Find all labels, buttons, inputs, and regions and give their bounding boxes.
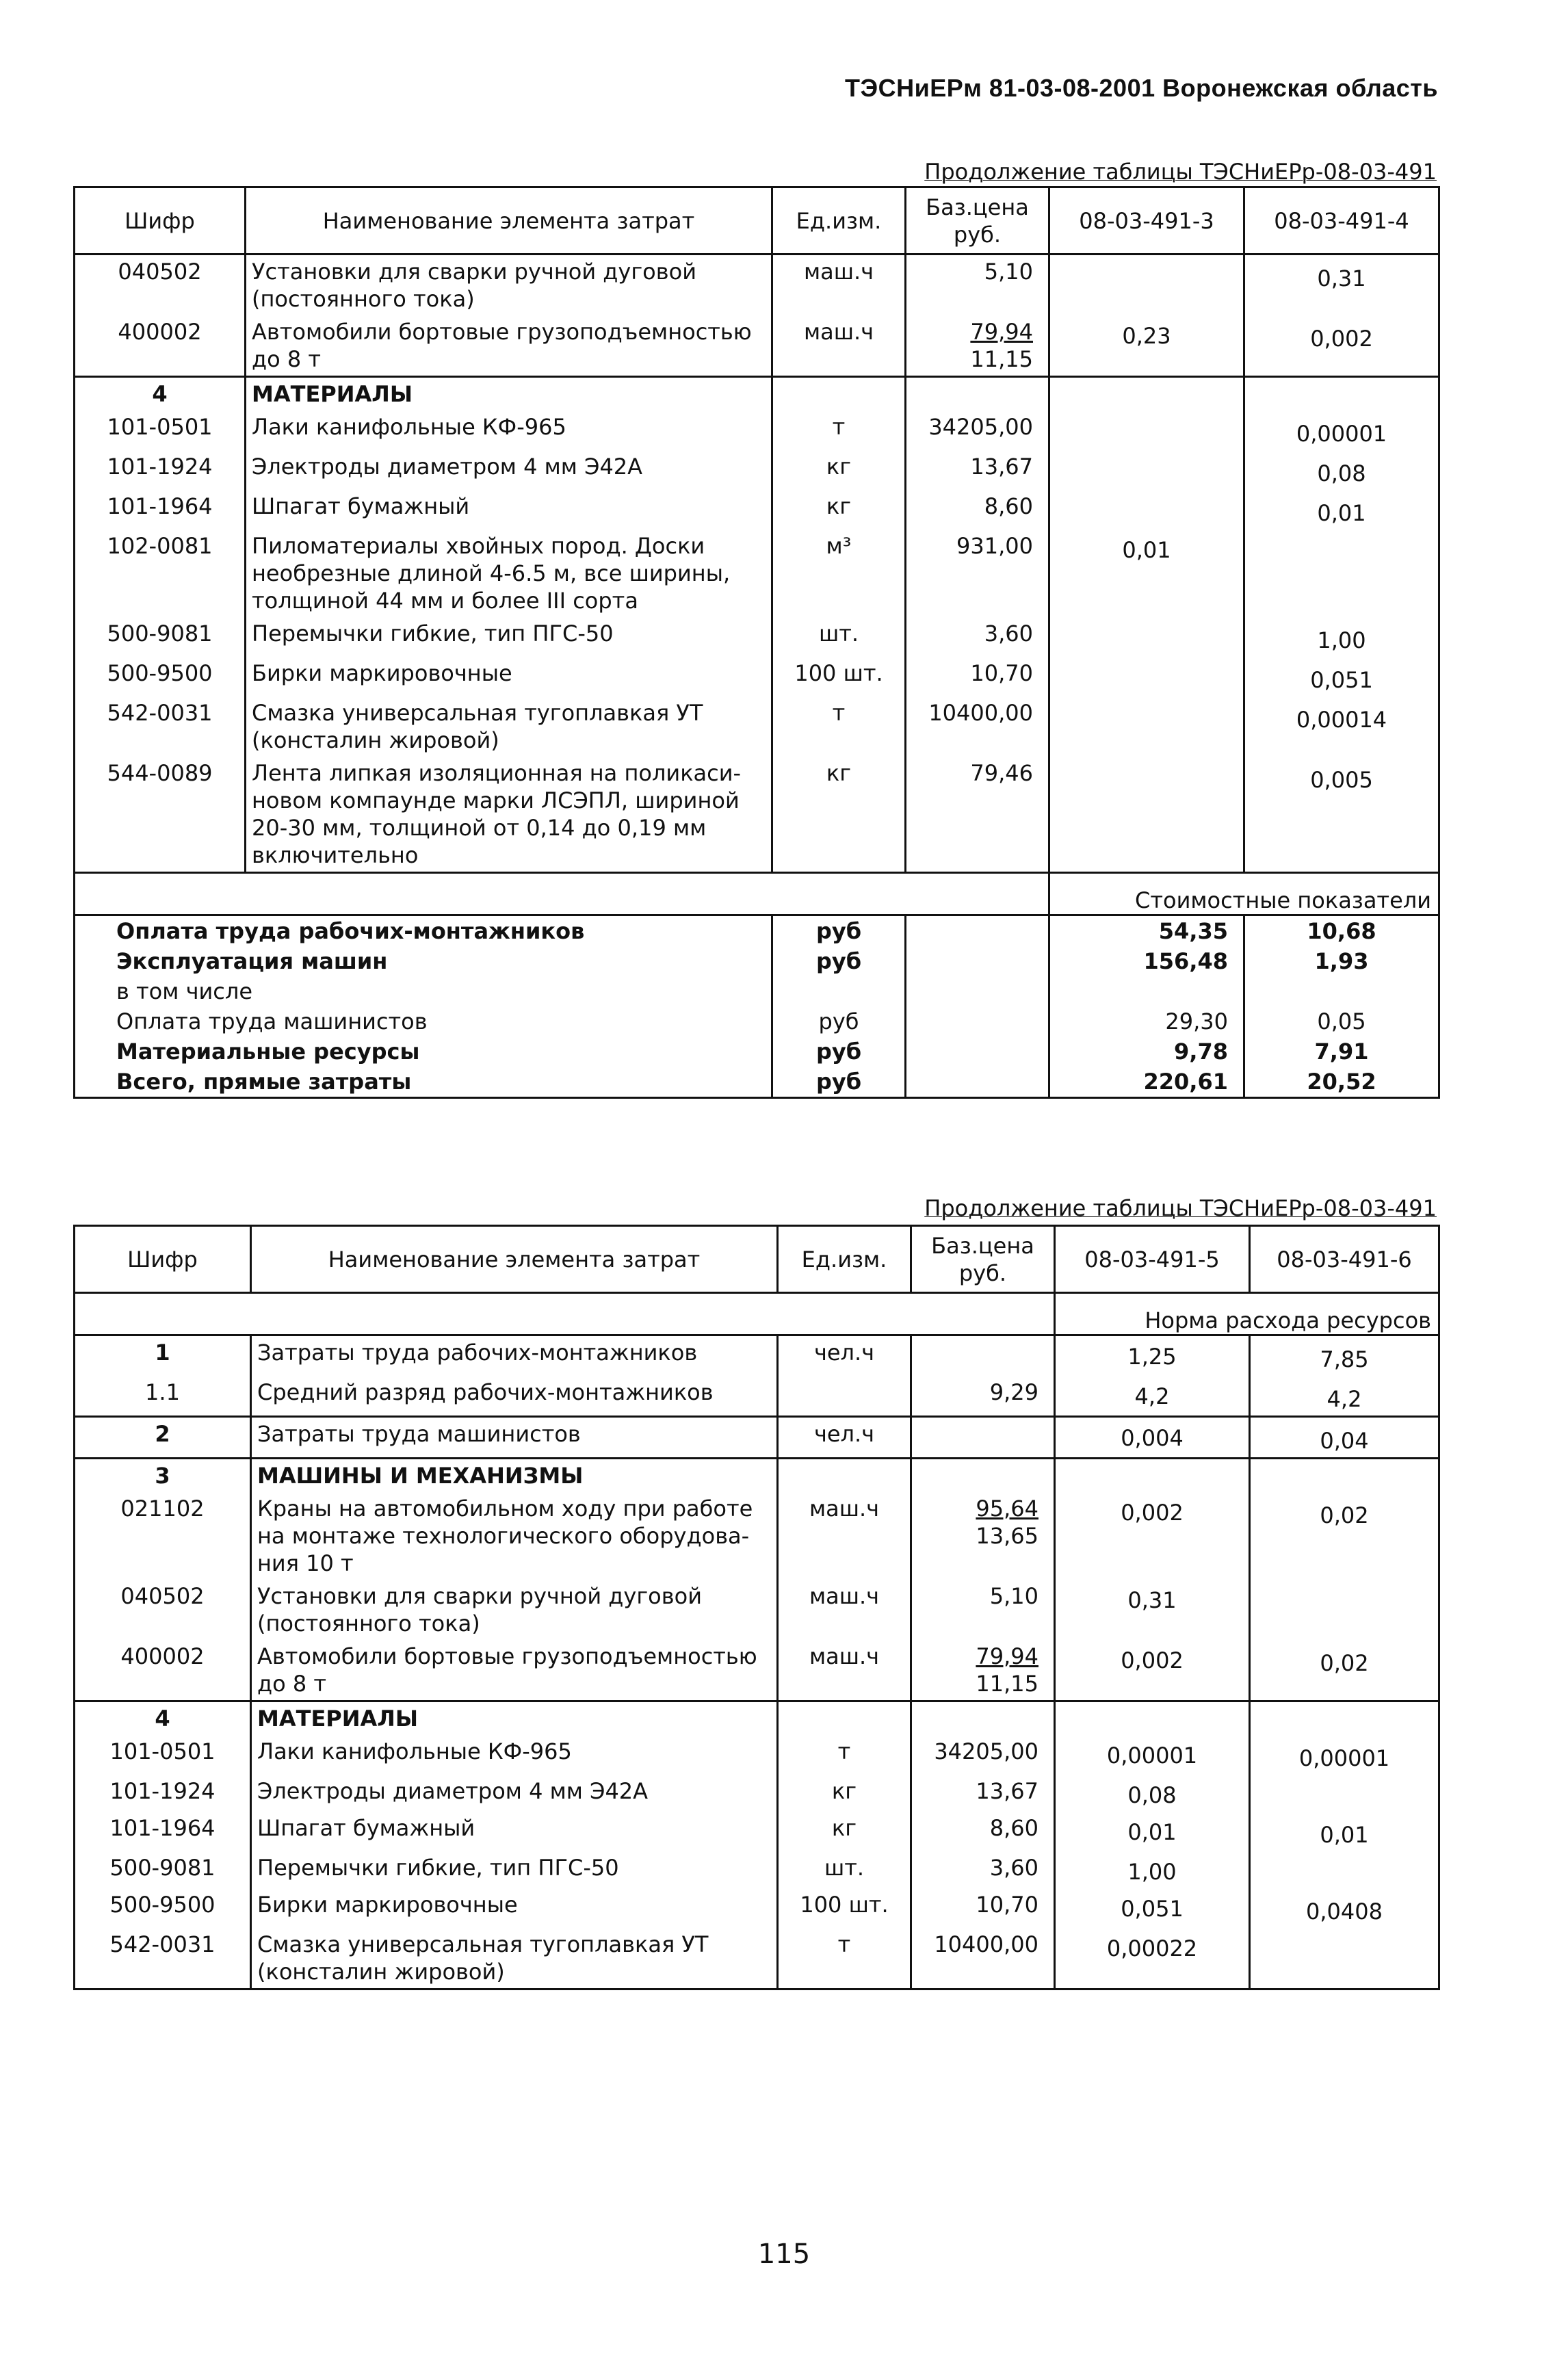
row-value-1 <box>1049 617 1244 657</box>
row-base-price: 10,70 <box>906 657 1049 696</box>
row-name: Бирки маркировочные <box>246 657 772 696</box>
row-value-1 <box>1049 696 1244 757</box>
row-unit: кг <box>772 450 906 490</box>
table1-caption: Продолжение таблицы ТЭСНиЕРр-08-03-491 <box>924 159 1437 185</box>
cost-unit: руб <box>772 1006 906 1036</box>
row-code: 500-9500 <box>75 1888 251 1928</box>
row-value-2: 0,31 <box>1244 255 1439 316</box>
row-value-1 <box>1049 377 1244 411</box>
table-row <box>75 1812 1439 1851</box>
row-code: 040502 <box>75 255 246 316</box>
cost-value-2: 20,52 <box>1244 1067 1439 1098</box>
row-value-1: 1,00 <box>1055 1851 1250 1888</box>
table2-caption: Продолжение таблицы ТЭСНиЕРр-08-03-491 <box>924 1195 1437 1221</box>
row-value-2: 0,01 <box>1244 490 1439 530</box>
row-base-price: 34205,00 <box>911 1735 1055 1775</box>
price-numerator: 95,64 <box>976 1496 1038 1522</box>
row-base-price <box>911 1459 1055 1493</box>
col-header-491-6: 08-03-491-6 <box>1250 1226 1439 1293</box>
row-code: 040502 <box>75 1580 251 1640</box>
row-unit <box>778 1459 911 1493</box>
cost-label: Эксплуатация машин <box>75 946 772 976</box>
cost-label: Всего, прямые затраты <box>75 1067 772 1098</box>
row-base-price: 8,60 <box>906 490 1049 530</box>
cost-price <box>906 1006 1049 1036</box>
price-denominator: 13,65 <box>976 1523 1038 1549</box>
row-value-1: 0,00001 <box>1055 1735 1250 1775</box>
row-code: 400002 <box>75 315 246 377</box>
row-value-2: 0,01 <box>1250 1812 1439 1851</box>
row-base-price <box>911 1335 1055 1377</box>
row-name: Автомобили бортовые грузоподъемностью до 8 т <box>251 1640 778 1701</box>
table-row <box>75 1735 1439 1775</box>
cost-value-1 <box>1049 976 1244 1006</box>
row-name: Средний разряд рабочих-монтажников <box>251 1376 778 1417</box>
row-base-price: 3,60 <box>906 617 1049 657</box>
row-code: 021102 <box>75 1492 251 1580</box>
cost-unit: руб <box>772 1067 906 1098</box>
row-value-2 <box>1250 1928 1439 1990</box>
cost-row <box>75 1036 1439 1067</box>
row-unit: м³ <box>772 530 906 617</box>
row-value-2: 0,00001 <box>1244 410 1439 450</box>
row-unit: чел.ч <box>778 1335 911 1377</box>
table-row <box>75 1335 1439 1377</box>
row-value-1: 0,01 <box>1055 1812 1250 1851</box>
row-unit: кг <box>778 1812 911 1851</box>
table1-body <box>75 255 1439 873</box>
row-base-price <box>906 315 1049 377</box>
row-name: МАШИНЫ И МЕХАНИЗМЫ <box>251 1459 778 1493</box>
cost-price <box>906 976 1049 1006</box>
row-code: 3 <box>75 1459 251 1493</box>
row-base-price: 5,10 <box>911 1580 1055 1640</box>
row-value-1 <box>1055 1701 1250 1736</box>
row-code: 4 <box>75 1701 251 1736</box>
table-row <box>75 377 1439 411</box>
cost-value-2: 0,05 <box>1244 1006 1439 1036</box>
row-value-2: 0,005 <box>1244 757 1439 873</box>
cost-row <box>75 946 1439 976</box>
row-value-2: 0,02 <box>1250 1492 1439 1580</box>
table-row <box>75 657 1439 696</box>
row-value-2 <box>1250 1775 1439 1812</box>
row-name: МАТЕРИАЛЫ <box>251 1701 778 1736</box>
row-name: Перемычки гибкие, тип ПГС-50 <box>251 1851 778 1888</box>
row-unit: маш.ч <box>772 315 906 377</box>
row-value-2 <box>1250 1701 1439 1736</box>
cost-row <box>75 1006 1439 1036</box>
row-value-2: 0,051 <box>1244 657 1439 696</box>
row-code: 101-1964 <box>75 1812 251 1851</box>
row-code: 500-9500 <box>75 657 246 696</box>
cost-value-1: 220,61 <box>1049 1067 1244 1098</box>
cost-price <box>906 1036 1049 1067</box>
row-code: 1 <box>75 1335 251 1377</box>
cost-value-1: 9,78 <box>1049 1036 1244 1067</box>
row-unit: кг <box>772 490 906 530</box>
row-value-1 <box>1049 450 1244 490</box>
row-name: Перемычки гибкие, тип ПГС-50 <box>246 617 772 657</box>
row-value-1: 0,004 <box>1055 1417 1250 1459</box>
row-unit: маш.ч <box>778 1640 911 1701</box>
row-value-1 <box>1049 657 1244 696</box>
row-unit: т <box>778 1735 911 1775</box>
cost-value-2 <box>1244 976 1439 1006</box>
row-base-price: 13,67 <box>911 1775 1055 1812</box>
resource-table-2 <box>73 1225 1440 1990</box>
row-base-price: 5,10 <box>906 255 1049 316</box>
row-name: Смазка универсальная тугоплавкая УТ (консталин жировой) <box>246 696 772 757</box>
col-header-491-3: 08-03-491-3 <box>1049 187 1244 255</box>
row-value-2: 0,00014 <box>1244 696 1439 757</box>
row-unit <box>778 1376 911 1417</box>
table-row <box>75 530 1439 617</box>
table-row <box>75 757 1439 873</box>
table-row <box>75 315 1439 377</box>
row-unit: т <box>778 1928 911 1990</box>
row-base-price <box>911 1640 1055 1701</box>
row-base-price: 3,60 <box>911 1851 1055 1888</box>
price-numerator: 79,94 <box>976 1643 1038 1669</box>
cost-value-2: 10,68 <box>1244 915 1439 947</box>
row-unit: 100 шт. <box>772 657 906 696</box>
col-header-price: Баз.цена руб. <box>906 187 1049 255</box>
row-value-2: 0,04 <box>1250 1417 1439 1459</box>
row-value-1: 0,23 <box>1049 315 1244 377</box>
price-numerator: 79,94 <box>970 319 1033 345</box>
row-code: 101-0501 <box>75 1735 251 1775</box>
row-value-2: 0,0408 <box>1250 1888 1439 1928</box>
table-row <box>75 1701 1439 1736</box>
row-base-price: 10400,00 <box>906 696 1049 757</box>
col-header-unit: Ед.изм. <box>772 187 906 255</box>
row-base-price: 10,70 <box>911 1888 1055 1928</box>
row-value-1: 1,25 <box>1055 1335 1250 1377</box>
row-base-price <box>911 1492 1055 1580</box>
row-name: Лаки канифольные КФ-965 <box>251 1735 778 1775</box>
cost-price <box>906 946 1049 976</box>
row-code: 101-1964 <box>75 490 246 530</box>
row-name: Смазка универсальная тугоплавкая УТ (консталин жировой) <box>251 1928 778 1990</box>
row-code: 4 <box>75 377 246 411</box>
table-row <box>75 1888 1439 1928</box>
table-row <box>75 490 1439 530</box>
col-header-491-5: 08-03-491-5 <box>1055 1226 1250 1293</box>
cost-unit: руб <box>772 946 906 976</box>
row-unit: маш.ч <box>772 255 906 316</box>
cost-label: Оплата труда машинистов <box>75 1006 772 1036</box>
row-name: Лента липкая изоляционная на поликаси-новом компаунде марки ЛСЭПЛ, шириной 20-30 мм, толщиной от 0,14 до 0,19 мм включительно <box>246 757 772 873</box>
row-name: Шпагат бумажный <box>251 1812 778 1851</box>
cost-value-2: 1,93 <box>1244 946 1439 976</box>
cost-value-1: 54,35 <box>1049 915 1244 947</box>
table-row <box>75 255 1439 316</box>
row-base-price: 13,67 <box>906 450 1049 490</box>
table-row <box>75 1640 1439 1701</box>
row-name: Автомобили бортовые грузоподъемностью до 8 т <box>246 315 772 377</box>
document-header: ТЭСНиЕРм 81-03-08-2001 Воронежская область <box>845 74 1438 102</box>
row-code: 542-0031 <box>75 1928 251 1990</box>
row-code: 544-0089 <box>75 757 246 873</box>
cost-band-label: Стоимостные показатели <box>1049 873 1439 915</box>
row-unit: кг <box>772 757 906 873</box>
row-name: Электроды диаметром 4 мм Э42А <box>246 450 772 490</box>
cost-value-1: 156,48 <box>1049 946 1244 976</box>
col-header-name: Наименование элемента затрат <box>246 187 772 255</box>
row-base-price <box>911 1417 1055 1459</box>
table-row <box>75 1851 1439 1888</box>
resource-table-1 <box>73 186 1440 1099</box>
row-name: Лаки канифольные КФ-965 <box>246 410 772 450</box>
row-value-2: 7,85 <box>1250 1335 1439 1377</box>
row-name: Краны на автомобильном ходу при работе на монтаже технологического оборудова-ния 10 т <box>251 1492 778 1580</box>
cost-row <box>75 915 1439 947</box>
row-base-price <box>906 377 1049 411</box>
page-number: 115 <box>757 2239 811 2270</box>
row-value-1: 0,002 <box>1055 1640 1250 1701</box>
cost-label: в том числе <box>75 976 772 1006</box>
norm-band-label: Норма расхода ресурсов <box>1055 1293 1439 1335</box>
col-header-code: Шифр <box>75 187 246 255</box>
row-base-price <box>911 1701 1055 1736</box>
cost-price <box>906 915 1049 947</box>
cost-row <box>75 1067 1439 1098</box>
row-base-price: 34205,00 <box>906 410 1049 450</box>
row-value-1: 0,00022 <box>1055 1928 1250 1990</box>
row-name: Шпагат бумажный <box>246 490 772 530</box>
col-header-code: Шифр <box>75 1226 251 1293</box>
cost-value-2: 7,91 <box>1244 1036 1439 1067</box>
row-value-1: 0,08 <box>1055 1775 1250 1812</box>
row-name: МАТЕРИАЛЫ <box>246 377 772 411</box>
row-value-1: 0,002 <box>1055 1492 1250 1580</box>
row-unit <box>778 1701 911 1736</box>
row-value-2 <box>1250 1580 1439 1640</box>
row-code: 101-1924 <box>75 450 246 490</box>
row-unit: маш.ч <box>778 1580 911 1640</box>
row-value-2: 0,08 <box>1244 450 1439 490</box>
row-base-price: 9,29 <box>911 1376 1055 1417</box>
row-value-2 <box>1244 530 1439 617</box>
row-value-2: 4,2 <box>1250 1376 1439 1417</box>
row-value-1 <box>1049 757 1244 873</box>
row-code: 2 <box>75 1417 251 1459</box>
table-row <box>75 1459 1439 1493</box>
row-value-2 <box>1250 1459 1439 1493</box>
row-value-1 <box>1049 255 1244 316</box>
table-row <box>75 696 1439 757</box>
row-value-1 <box>1049 410 1244 450</box>
row-name: Электроды диаметром 4 мм Э42А <box>251 1775 778 1812</box>
price-denominator: 11,15 <box>970 346 1033 372</box>
row-code: 101-1924 <box>75 1775 251 1812</box>
row-name: Затраты труда машинистов <box>251 1417 778 1459</box>
row-name: Установки для сварки ручной дуговой (постоянного тока) <box>251 1580 778 1640</box>
row-value-1: 0,01 <box>1049 530 1244 617</box>
cost-indicators <box>75 915 1439 1098</box>
row-value-2: 1,00 <box>1244 617 1439 657</box>
table-row <box>75 1376 1439 1417</box>
cost-label: Оплата труда рабочих-монтажников <box>75 915 772 947</box>
row-value-1 <box>1049 490 1244 530</box>
table-row <box>75 1492 1439 1580</box>
row-unit: маш.ч <box>778 1492 911 1580</box>
row-base-price: 10400,00 <box>911 1928 1055 1990</box>
cost-value-1: 29,30 <box>1049 1006 1244 1036</box>
row-code: 400002 <box>75 1640 251 1701</box>
row-unit: т <box>772 410 906 450</box>
col-header-name: Наименование элемента затрат <box>251 1226 778 1293</box>
cost-unit: руб <box>772 915 906 947</box>
row-unit: чел.ч <box>778 1417 911 1459</box>
table-row <box>75 1580 1439 1640</box>
row-code: 542-0031 <box>75 696 246 757</box>
row-code: 102-0081 <box>75 530 246 617</box>
row-name: Пиломатериалы хвойных пород. Доски необрезные длиной 4-6.5 м, все ширины, толщиной 44 мм и более III сорта <box>246 530 772 617</box>
row-unit: шт. <box>778 1851 911 1888</box>
table-row <box>75 1775 1439 1812</box>
row-value-1: 0,31 <box>1055 1580 1250 1640</box>
cost-price <box>906 1067 1049 1098</box>
row-code: 1.1 <box>75 1376 251 1417</box>
table2-body <box>75 1335 1439 1990</box>
row-value-2 <box>1250 1851 1439 1888</box>
col-header-price: Баз.цена руб. <box>911 1226 1055 1293</box>
cost-row <box>75 976 1439 1006</box>
col-header-unit: Ед.изм. <box>778 1226 911 1293</box>
row-base-price: 79,46 <box>906 757 1049 873</box>
table-row <box>75 617 1439 657</box>
cost-unit <box>772 976 906 1006</box>
row-value-2: 0,00001 <box>1250 1735 1439 1775</box>
table-row <box>75 1928 1439 1990</box>
row-unit: шт. <box>772 617 906 657</box>
price-denominator: 11,15 <box>976 1671 1038 1697</box>
row-unit: т <box>772 696 906 757</box>
col-header-491-4: 08-03-491-4 <box>1244 187 1439 255</box>
cost-unit: руб <box>772 1036 906 1067</box>
row-name: Установки для сварки ручной дуговой (постоянного тока) <box>246 255 772 316</box>
row-code: 500-9081 <box>75 617 246 657</box>
table-row <box>75 410 1439 450</box>
row-value-2: 0,02 <box>1250 1640 1439 1701</box>
cost-label: Материальные ресурсы <box>75 1036 772 1067</box>
row-value-1 <box>1055 1459 1250 1493</box>
table-row <box>75 450 1439 490</box>
table-row <box>75 1417 1439 1459</box>
row-unit: кг <box>778 1775 911 1812</box>
row-name: Бирки маркировочные <box>251 1888 778 1928</box>
row-code: 101-0501 <box>75 410 246 450</box>
row-value-1: 0,051 <box>1055 1888 1250 1928</box>
row-base-price: 8,60 <box>911 1812 1055 1851</box>
row-unit <box>772 377 906 411</box>
row-code: 500-9081 <box>75 1851 251 1888</box>
row-name: Затраты труда рабочих-монтажников <box>251 1335 778 1377</box>
row-value-1: 4,2 <box>1055 1376 1250 1417</box>
row-base-price: 931,00 <box>906 530 1049 617</box>
row-value-2: 0,002 <box>1244 315 1439 377</box>
row-unit: 100 шт. <box>778 1888 911 1928</box>
row-value-2 <box>1244 377 1439 411</box>
